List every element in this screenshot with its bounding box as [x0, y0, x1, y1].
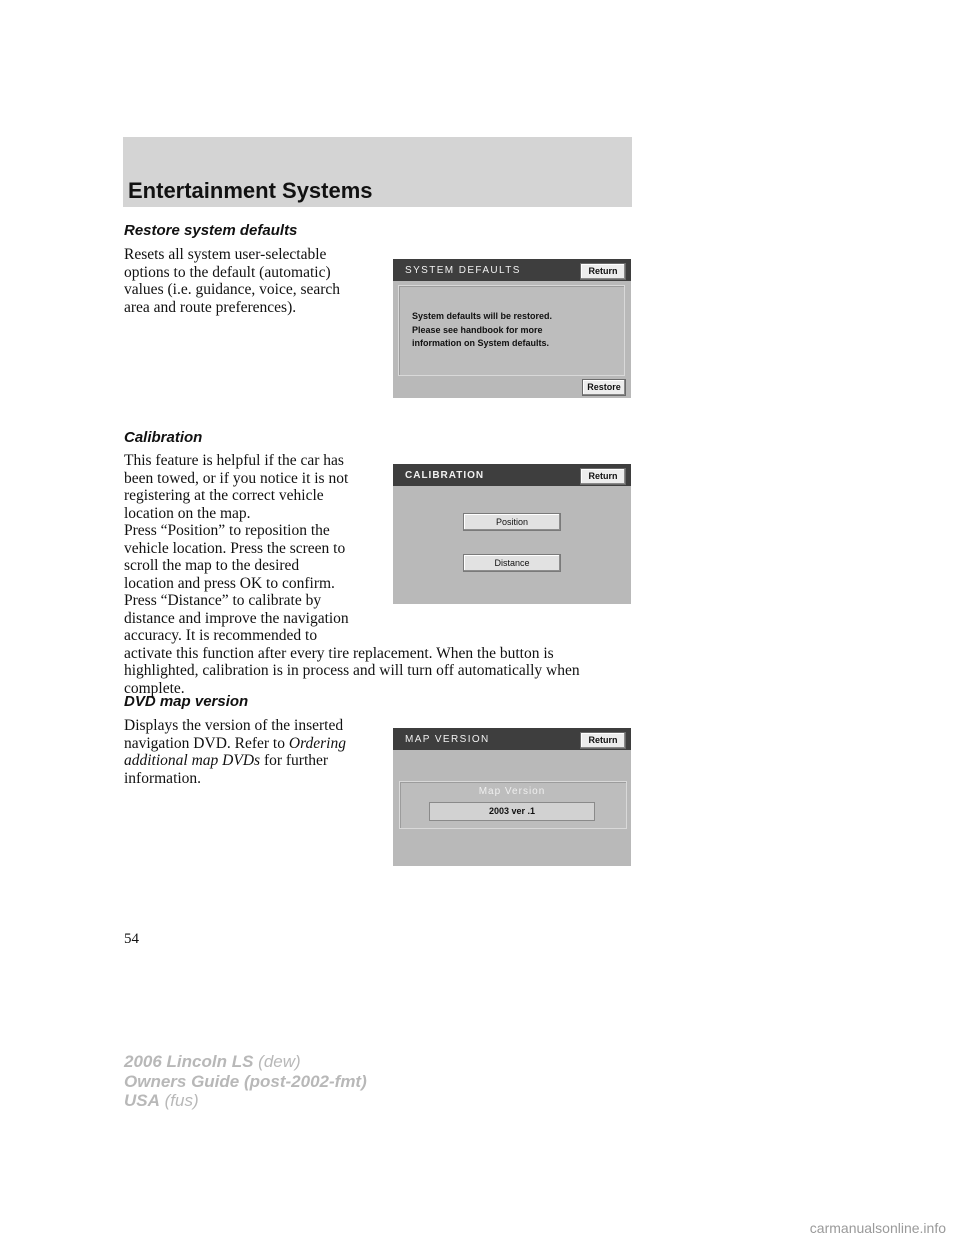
text-line: options to the default (automatic): [124, 263, 331, 281]
restore-message: [412, 310, 552, 351]
return-button[interactable]: Return: [580, 263, 626, 280]
footer-line: [124, 1052, 367, 1072]
map-version-value: 2003 ver .1: [429, 802, 595, 821]
system-defaults-screen: [393, 259, 631, 398]
screen-title: SYSTEM DEFAULTS: [405, 265, 521, 276]
document-footer: [124, 1052, 367, 1111]
screen-title-bar: [393, 464, 631, 486]
dvd-description: [124, 717, 346, 787]
message-line: Please see handbook for more: [412, 324, 543, 335]
screen-title-bar: [393, 728, 631, 750]
watermark: carmanualsonline.info: [809, 1220, 946, 1236]
text-span: for further: [260, 752, 329, 769]
text-line: scroll the map to the desired: [124, 557, 300, 574]
footer-code: (fus): [159, 1091, 199, 1110]
page-title: Entertainment Systems: [128, 178, 373, 203]
text-line: [124, 752, 346, 770]
map-version-label: Map Version: [478, 786, 546, 797]
distance-button[interactable]: Distance: [463, 554, 561, 572]
section-heading-calibration: Calibration: [124, 429, 203, 446]
footer-market: USA: [124, 1091, 160, 1110]
position-button[interactable]: Position: [463, 513, 561, 531]
calibration-screen: [393, 464, 631, 604]
text-line: accuracy. It is recommended to: [124, 627, 318, 644]
text-line: information.: [124, 769, 202, 787]
return-button[interactable]: Return: [580, 468, 626, 485]
footer-model: 2006 Lincoln LS: [124, 1052, 254, 1071]
text-line: been towed, or if you notice it is not: [124, 469, 349, 487]
text-line: Press “Distance” to calibrate by: [124, 592, 322, 609]
screen-title: CALIBRATION: [405, 470, 485, 481]
text-line: registering at the correct vehicle: [124, 487, 324, 504]
cross-reference: additional map DVDs: [124, 752, 261, 769]
section-heading-restore: Restore system defaults: [124, 222, 298, 239]
text-line: Press “Position” to reposition the: [124, 522, 330, 539]
text-line: This feature is helpful if the car has: [124, 452, 344, 469]
footer-code: (dew): [253, 1052, 301, 1071]
screen-title: MAP VERSION: [405, 734, 490, 745]
screen-title-bar: [393, 259, 631, 281]
text-line: values (i.e. guidance, voice, search: [124, 281, 341, 298]
return-button[interactable]: Return: [580, 732, 626, 749]
restore-button[interactable]: Restore: [582, 379, 626, 396]
text-line: complete.: [124, 679, 185, 697]
message-panel: [398, 285, 625, 376]
text-line: highlighted, calibration is in process and will turn off automatically when: [124, 662, 580, 679]
footer-guide: Owners Guide (post-2002-fmt): [124, 1071, 367, 1091]
page-number: 54: [124, 931, 139, 947]
text-line: distance and improve the navigation: [124, 609, 349, 627]
text-line: vehicle location. Press the screen to: [124, 539, 346, 557]
text-line: activate this function after every tire replacement. When the button is: [124, 644, 554, 662]
text-line: [124, 735, 346, 753]
text-span: navigation DVD. Refer to: [124, 734, 289, 752]
text-line: location and press OK to confirm.: [124, 574, 335, 592]
footer-line: [124, 1091, 367, 1111]
message-line: System defaults will be restored.: [412, 311, 553, 321]
text-line: Resets all system user-selectable: [124, 246, 327, 263]
message-line: information on System defaults.: [412, 338, 550, 348]
text-line: Displays the version of the inserted: [124, 717, 344, 734]
cross-reference: Ordering: [288, 734, 346, 752]
restore-description: [124, 246, 340, 316]
text-line: area and route preferences).: [124, 298, 297, 316]
section-heading-dvd: DVD map version: [124, 693, 249, 710]
text-line: location on the map.: [124, 504, 251, 522]
map-version-screen: [393, 728, 631, 866]
